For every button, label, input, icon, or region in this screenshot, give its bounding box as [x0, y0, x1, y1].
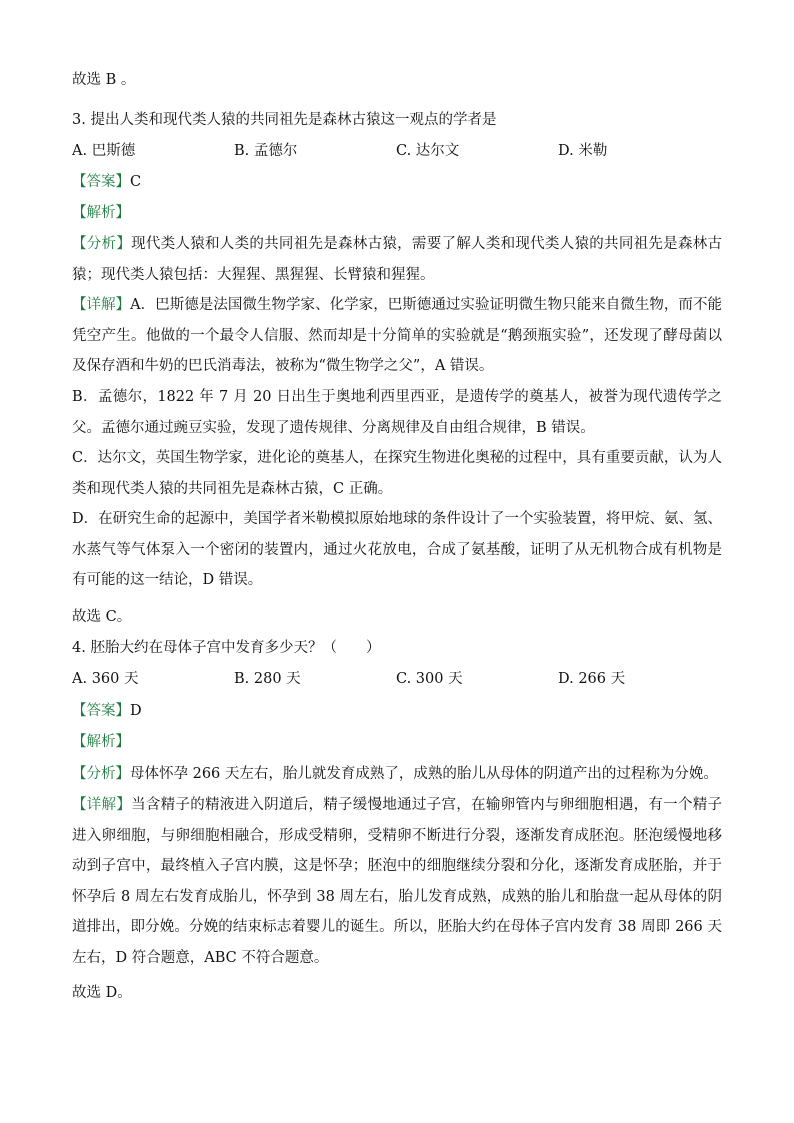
q4-stem: 4. 胚胎大约在母体子宫中发育多少天？（ ）: [72, 640, 381, 656]
q3-analysis-label: 【解析】: [72, 205, 130, 221]
previous-conclusion: 故选 B 。: [72, 72, 136, 88]
q4-xiangjie: [72, 790, 722, 973]
q4-answer-value: D: [130, 703, 142, 719]
q3-option-d: D. 米勒: [558, 143, 608, 159]
q4-option-c: C. 300 天: [396, 671, 463, 687]
q3-fenxi-text: 现代类人猿和人类的共同祖先是森林古猿，需要了解人类和现代类人猿的共同祖先是森林古猿；现代类人猿包括：大猩猩、黑猩猩、长臂猿和猩猩。: [72, 236, 723, 283]
q3-fenxi: [72, 229, 722, 290]
q3-answer: [72, 172, 141, 192]
q4-option-b: B. 280 天: [234, 671, 301, 687]
q3-option-c: C. 达尔文: [396, 143, 460, 159]
q4-xiangjie-text: 当含精子的精液进入阴道后，精子缓慢地通过子宫，在输卵管内与卵细胞相遇，有一个精子进入卵细胞，与卵细胞相融合，形成受精卵，受精卵不断进行分裂，逐渐发育成胚泡。胚泡缓慢地移动到子宫中，最终植入子宫内膜，这是怀孕；胚泡中的细胞继续分裂和分化，逐渐发育成胚胎，并于怀孕后 8 周左右发育成胎儿，怀孕到 38 周左右，胎儿发育成熟，成熟的胎儿和胎盘一起从母体的阴道排出，即分娩。分娩的结束标志着婴儿的诞生。所以，胚胎大约在母体子宫内发育 38 周即 266 天左右，D 符合题意，ABC 不符合题意。: [72, 797, 723, 966]
q4-options: [72, 669, 720, 689]
q4-conclusion: 故选 D。: [72, 985, 132, 1001]
q3-fenxi-label: 【分析】: [72, 236, 132, 252]
q3-option-b: B. 孟德尔: [234, 143, 298, 159]
q4-analysis-label: 【解析】: [72, 734, 130, 750]
q3-xiangjie-a: [72, 290, 722, 382]
q3-xiangjie-label: 【详解】: [72, 297, 131, 313]
q3-answer-label: 【答案】: [72, 174, 130, 190]
q4-answer: [72, 701, 142, 721]
q3-option-a: A. 巴斯德: [72, 143, 136, 159]
q3-xiangjie-a-text: A．巴斯德是法国微生物学家、化学家，巴斯德通过实验证明微生物只能来自微生物，而不能凭空产生。他做的一个最令人信服、然而却是十分简单的实验就是“鹅颈瓶实验”，还发现了酵母菌以及保存酒和牛奶的巴氏消毒法，被称为“微生物学之父”，A 错误。: [72, 297, 723, 374]
q3-options: [72, 141, 720, 161]
q3-xiangjie-b: B．孟德尔，1822 年 7 月 20 日出生于奥地利西里西亚，是遗传学的奠基人，被誉为现代遗传学之父。孟德尔通过豌豆实验，发现了遗传规律、分离规律及自由组合规律，B 错误。: [72, 389, 722, 436]
q4-fenxi: [72, 764, 718, 784]
q4-xiangjie-label: 【详解】: [72, 797, 132, 813]
q3-analysis-heading: [72, 203, 130, 223]
q3-xiangjie-c: C．达尔文，英国生物学家，进化论的奠基人，在探究生物进化奥秘的过程中，具有重要贡献，认为人类和现代类人猿的共同祖先是森林古猿，C 正确。: [72, 450, 722, 497]
q3-conclusion: 故选 C。: [72, 609, 132, 625]
q4-analysis-heading: [72, 732, 130, 752]
q4-fenxi-label: 【分析】: [72, 766, 130, 782]
q4-fenxi-text: 母体怀孕 266 天左右，胎儿就发育成熟了，成熟的胎儿从母体的阴道产出的过程称为分娩。: [130, 766, 718, 782]
q3-stem: 3. 提出人类和现代类人猿的共同祖先是森林古猿这一观点的学者是: [72, 112, 497, 128]
q4-answer-label: 【答案】: [72, 703, 130, 719]
q4-option-d: D. 266 天: [558, 671, 626, 687]
q3-answer-value: C: [130, 174, 142, 190]
q3-xiangjie-d: D．在研究生命的起源中，美国学者米勒模拟原始地球的条件设计了一个实验装置，将甲烷、氨、氢、水蒸气等气体泵入一个密闭的装置内，通过火花放电，合成了氨基酸，证明了从无机物合成有机物是有可能的这一结论，D 错误。: [72, 511, 722, 588]
q4-option-a: A. 360 天: [72, 671, 139, 687]
